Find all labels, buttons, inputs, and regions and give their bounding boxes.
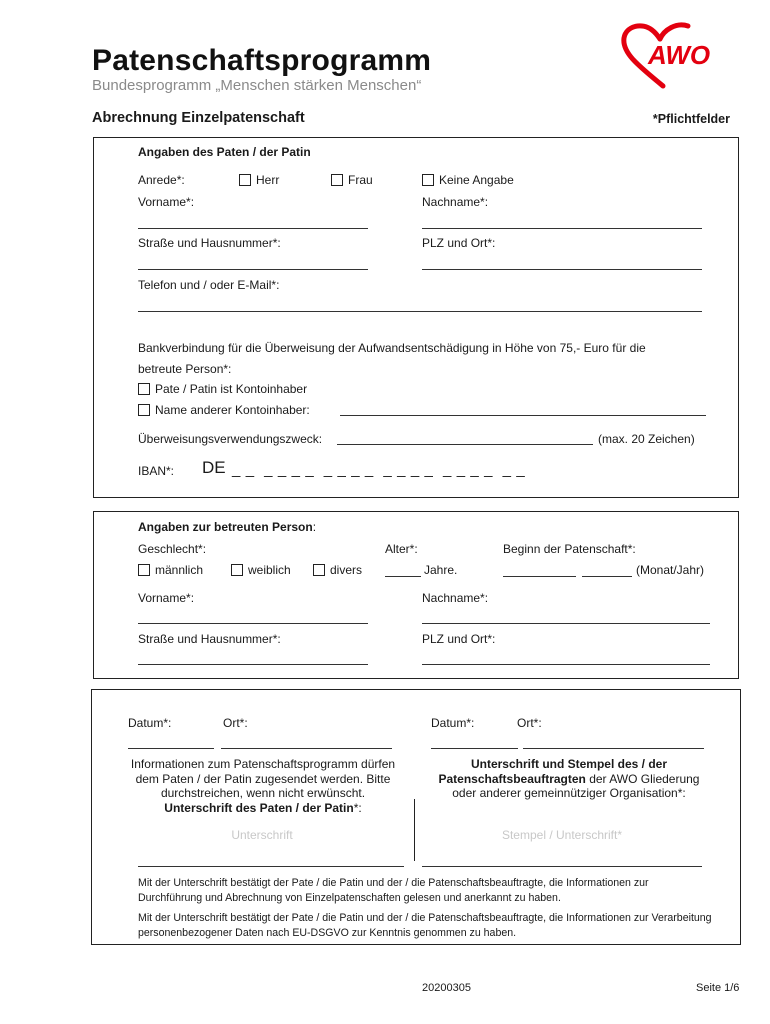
left-date-field[interactable] — [128, 748, 214, 749]
representative-signature-line[interactable] — [422, 866, 702, 867]
left-place-label: Ort*: — [223, 716, 248, 730]
mentee-first-name-field[interactable] — [138, 623, 368, 624]
mentee-last-name-label: Nachname*: — [422, 591, 489, 605]
gender-option-diverse[interactable]: divers — [313, 563, 362, 577]
right-place-label: Ort*: — [517, 716, 542, 730]
consent-line-2: dem Paten / der Patin zugesendet werden. Bitte — [135, 771, 391, 786]
gender-label: Geschlecht*: — [138, 542, 207, 556]
representative-text — [418, 757, 720, 801]
consent-line-3: durchstreichen, wenn nicht erwünscht. — [160, 786, 366, 800]
contact-field[interactable] — [138, 311, 702, 312]
other-owner-field[interactable] — [340, 415, 706, 416]
checkbox-divers[interactable] — [313, 564, 325, 576]
gender-option-male[interactable]: männlich — [138, 563, 203, 577]
mentee-street-label: Straße und Hausnummer*: — [138, 632, 281, 646]
mentee-first-name-label: Vorname*: — [138, 591, 195, 605]
last-name-field[interactable] — [422, 228, 702, 229]
right-place-field[interactable] — [523, 748, 704, 749]
checkbox-weiblich[interactable] — [231, 564, 243, 576]
street-field[interactable] — [138, 269, 368, 270]
confirmation-note-1: Mit der Unterschrift bestätigt der Pate / die Patin und der / die Patenschaftsbeauftragte, die Informationen zur Durchführung und Abrechnung von Einzelpatenschaften gelesen und anerkannt zu haben. — [138, 877, 649, 904]
mentee-last-name-field[interactable] — [422, 623, 710, 624]
age-unit: Jahre. — [424, 563, 458, 577]
mentee-zip-city-label: PLZ und Ort*: — [422, 632, 496, 646]
salutation-option-herr[interactable]: Herr — [239, 173, 279, 187]
sponsor-signature-line[interactable] — [138, 866, 404, 867]
left-date-label: Datum*: — [128, 716, 172, 730]
form-title: Abrechnung Einzelpatenschaft — [92, 110, 305, 126]
sponsor-signature-placeholder[interactable]: Unterschrift — [231, 828, 293, 842]
checkbox-account-owner[interactable] — [138, 383, 150, 395]
start-label: Beginn der Patenschaft*: — [503, 542, 636, 556]
representative-title-2: Patenschaftsbeauftragten der AWO Gliederung — [438, 771, 700, 786]
sponsor-heading: Angaben des Paten / der Patin — [138, 145, 311, 159]
consent-text — [118, 757, 408, 815]
bank-text-1: Bankverbindung für die Überweisung der Aufwandsentschädigung in Höhe von 75,- Euro für die — [138, 341, 646, 355]
gender-option-female[interactable]: weiblich — [231, 563, 291, 577]
signature-section — [91, 689, 741, 945]
representative-title-1: Unterschrift und Stempel des / der — [470, 757, 668, 771]
page-subtitle: Bundesprogramm „Menschen stärken Menschen“ — [92, 77, 422, 94]
checkbox-maennlich[interactable] — [138, 564, 150, 576]
right-date-field[interactable] — [431, 748, 518, 749]
purpose-field[interactable] — [337, 444, 593, 445]
right-date-label: Datum*: — [431, 716, 475, 730]
street-label: Straße und Hausnummer*: — [138, 236, 281, 250]
consent-line-1: Informationen zum Patenschaftsprogramm dürfen — [130, 757, 396, 771]
purpose-label: Überweisungsverwendungszweck: — [138, 432, 323, 446]
checkbox-frau[interactable] — [331, 174, 343, 186]
last-name-label: Nachname*: — [422, 195, 489, 209]
iban-prefix: DE — [202, 458, 226, 477]
sponsor-signature-title: Unterschrift des Paten / der Patin*: — [164, 800, 362, 815]
awo-logo — [618, 20, 710, 90]
salutation-option-none[interactable]: Keine Angabe — [422, 173, 514, 187]
account-owner-option[interactable]: Pate / Patin ist Kontoinhaber — [138, 382, 307, 396]
svg-text:AWO: AWO — [648, 40, 710, 70]
page-number: Seite 1/6 — [696, 982, 740, 994]
checkbox-herr[interactable] — [239, 174, 251, 186]
salutation-label: Anrede*: — [138, 173, 185, 187]
age-field[interactable] — [385, 576, 421, 577]
first-name-field[interactable] — [138, 228, 368, 229]
zip-city-field[interactable] — [422, 269, 702, 270]
checkbox-other-owner[interactable] — [138, 404, 150, 416]
signature-divider — [414, 799, 415, 861]
checkbox-keine-angabe[interactable] — [422, 174, 434, 186]
start-hint: (Monat/Jahr) — [636, 563, 705, 577]
mentee-heading: Angaben zur betreuten Person: — [138, 520, 317, 534]
iban-field[interactable]: _ _ _ _ _ _ _ _ _ _ _ _ _ _ _ _ _ _ _ _ — [232, 461, 526, 478]
page-title: Patenschaftsprogramm — [92, 44, 432, 77]
first-name-label: Vorname*: — [138, 195, 195, 209]
purpose-hint: (max. 20 Zeichen) — [598, 432, 695, 446]
zip-city-label: PLZ und Ort*: — [422, 236, 496, 250]
contact-label: Telefon und / oder E-Mail*: — [138, 278, 280, 292]
other-owner-option[interactable]: Name anderer Kontoinhaber: — [138, 403, 310, 417]
bank-text-2: betreute Person*: — [138, 362, 232, 376]
mentee-street-field[interactable] — [138, 664, 368, 665]
iban-label: IBAN*: — [138, 464, 175, 478]
document-number: 20200305 — [422, 982, 471, 994]
start-month-field[interactable] — [503, 576, 576, 577]
salutation-option-frau[interactable]: Frau — [331, 173, 373, 187]
mentee-zip-city-field[interactable] — [422, 664, 710, 665]
left-place-field[interactable] — [221, 748, 392, 749]
representative-signature-placeholder[interactable]: Stempel / Unterschrift* — [501, 828, 623, 842]
representative-title-3: oder anderer gemeinnütziger Organisation*: — [452, 786, 686, 800]
age-label: Alter*: — [385, 542, 418, 556]
required-note: *Pflichtfelder — [652, 112, 730, 126]
start-year-field[interactable] — [582, 576, 632, 577]
confirmation-note-2: Mit der Unterschrift bestätigt der Pate / die Patin und der / die Patenschaftsbeauftragte, die Informationen zur Verarbeitung personenbezogener Daten nach EU-DSGVO zur Kenntnis genommen zu haben. — [138, 912, 712, 939]
